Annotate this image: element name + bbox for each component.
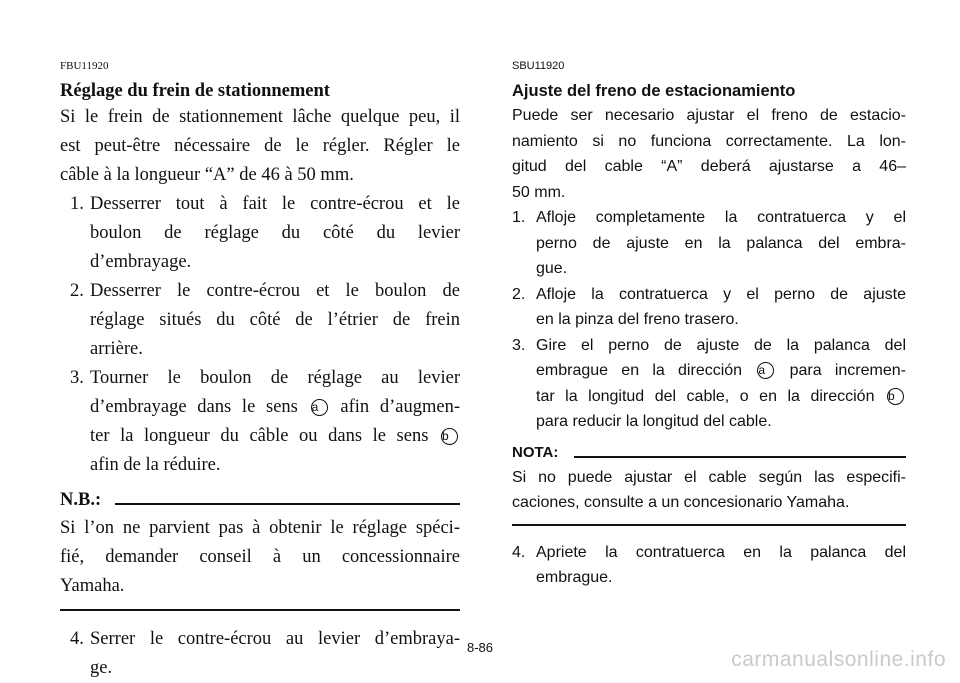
- watermark: carmanualsonline.info: [731, 648, 946, 671]
- note-label: NOTA:: [512, 443, 559, 461]
- text-line: 50 mm.: [512, 183, 566, 201]
- text-line: fié, demander conseil à un concessionnaire: [60, 547, 460, 567]
- text-line: Gire el perno de ajuste de la palanca del: [536, 336, 906, 354]
- divider: [115, 503, 460, 505]
- text-fragment: para incremen-: [789, 362, 906, 379]
- divider: [512, 524, 906, 526]
- text-line: afin de la réduire.: [90, 455, 221, 475]
- text-line: Yamaha.: [60, 576, 125, 596]
- list-item: [60, 190, 460, 277]
- note-header: [512, 441, 906, 465]
- text-line: boulon de réglage du côté du levier: [90, 223, 460, 243]
- text-line: est peut-être nécessaire de le régler. Régler le: [60, 136, 460, 156]
- circled-a-symbol: a: [311, 399, 328, 416]
- text-line: gue.: [536, 260, 568, 277]
- text-line: réglage situés du côté de l’étrier de frein: [90, 310, 460, 330]
- text-line: gitud del cable “A” deberá ajustarse a 46–: [512, 158, 906, 175]
- intro-paragraph: [60, 103, 460, 190]
- list-item: [512, 540, 906, 591]
- page-number: 8-86: [466, 640, 494, 655]
- steps-list: [512, 540, 906, 591]
- text-line: [90, 393, 460, 422]
- text-line: Si le frein de stationnement lâche quelque peu, il: [60, 107, 460, 127]
- text-line: [536, 358, 906, 384]
- text-line: Apriete la contratuerca en la palanca del: [536, 543, 906, 561]
- list-item: [512, 333, 906, 435]
- step-number: 3.: [70, 368, 84, 388]
- list-item: [60, 277, 460, 364]
- text-fragment: d’embrayage dans le sens: [90, 397, 298, 417]
- divider: [574, 456, 906, 458]
- step-number: 2.: [70, 281, 84, 301]
- text-line: Tourner le boulon de réglage au levier: [90, 368, 460, 388]
- circled-a-symbol: a: [757, 362, 774, 379]
- text-line: [90, 422, 460, 451]
- step-number: 3.: [512, 336, 526, 354]
- text-line: Si no puede ajustar el cable según las especifi-: [512, 468, 906, 486]
- divider: [60, 609, 460, 611]
- text-line: en la pinza del freno trasero.: [536, 311, 739, 328]
- text-fragment: ter la longueur du câble ou dans le sens: [90, 426, 429, 446]
- text-line: Puede ser necesario ajustar el freno de estacio-: [512, 107, 906, 124]
- step-number: 4.: [512, 543, 526, 561]
- step-number: 2.: [512, 285, 526, 303]
- circled-b-symbol: b: [441, 428, 458, 445]
- text-line: Desserrer le contre-écrou et le boulon de: [90, 281, 460, 301]
- note-label: N.B.:: [60, 490, 102, 510]
- steps-list: [512, 205, 906, 435]
- text-line: namiento si no funciona correctamente. La lon-: [512, 132, 906, 150]
- list-item: [512, 282, 906, 333]
- text-line: caciones, consulte a un concesionario Yamaha.: [512, 494, 850, 511]
- step-number: 4.: [70, 629, 84, 649]
- text-line: perno de ajuste en la palanca del embra-: [536, 234, 906, 252]
- step-number: 1.: [512, 209, 526, 226]
- section-title: Ajuste del freno de estacionamiento: [512, 82, 796, 100]
- french-column: [60, 60, 460, 683]
- note-body: [60, 514, 460, 601]
- spanish-column: [512, 60, 906, 591]
- circled-b-symbol: b: [887, 388, 904, 405]
- text-line: câble à la longueur “A” de 46 à 50 mm.: [60, 165, 354, 185]
- steps-list: [60, 190, 460, 480]
- text-fragment: afin d’augmen-: [340, 397, 460, 417]
- text-line: para reducir la longitud del cable.: [536, 413, 772, 430]
- note-header: [60, 486, 460, 514]
- section-title: Réglage du frein de stationnement: [60, 81, 330, 101]
- step-number: 1.: [70, 194, 84, 214]
- text-fragment: embrague en la dirección: [536, 362, 743, 379]
- section-code: SBU11920: [512, 60, 565, 72]
- text-line: Si l’on ne parvient pas à obtenir le réglage spéci-: [60, 518, 460, 538]
- list-item: [60, 364, 460, 480]
- text-line: [536, 384, 906, 410]
- text-line: embrague.: [536, 569, 613, 586]
- text-line: Afloje completamente la contratuerca y el: [536, 209, 906, 226]
- text-line: Afloje la contratuerca y el perno de ajuste: [536, 285, 906, 303]
- list-item: [512, 205, 906, 282]
- text-line: Serrer le contre-écrou au levier d’embraya-: [90, 629, 460, 649]
- text-line: Desserrer tout à fait le contre-écrou et le: [90, 194, 460, 214]
- section-code: FBU11920: [60, 60, 109, 72]
- text-fragment: tar la longitud del cable, o en la dirección: [536, 387, 875, 405]
- text-line: d’embrayage.: [90, 252, 192, 272]
- text-line: ge.: [90, 658, 113, 678]
- intro-paragraph: [512, 103, 906, 205]
- text-line: arrière.: [90, 339, 143, 359]
- note-body: [512, 465, 906, 516]
